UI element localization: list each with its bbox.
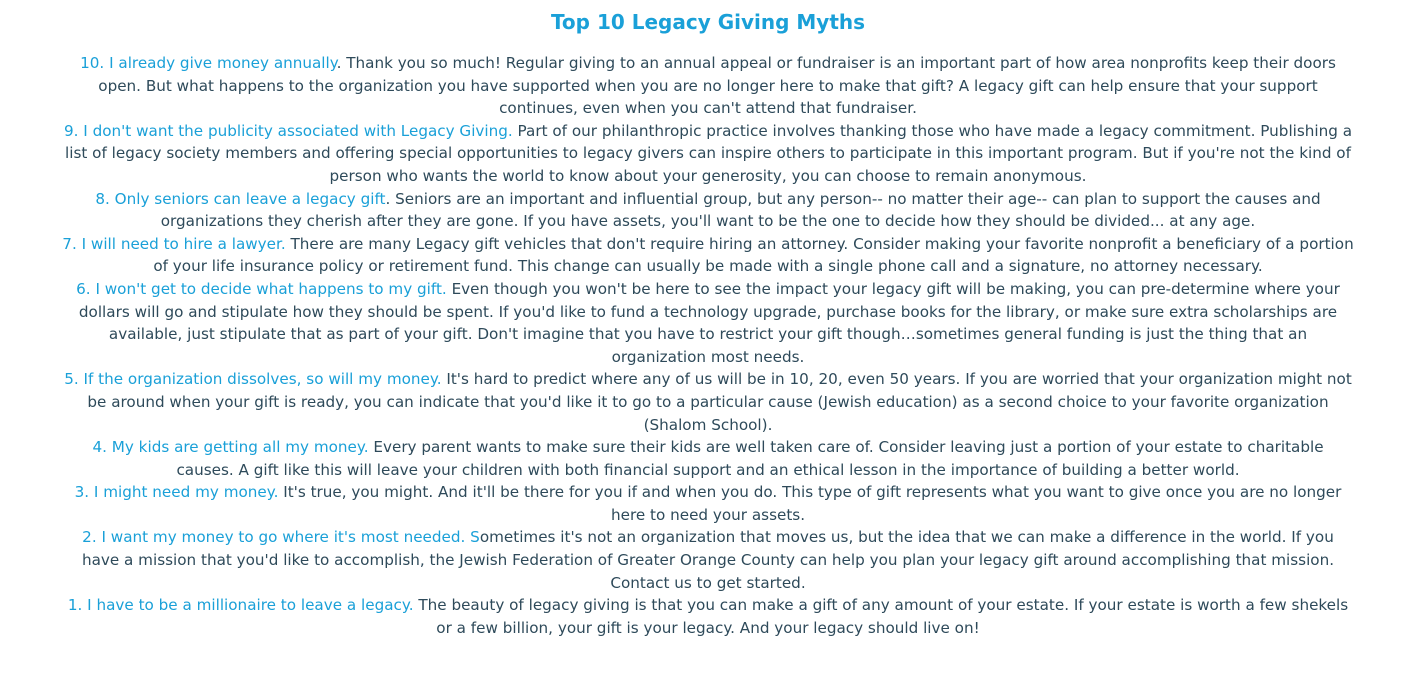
myth-answer: ometimes it's not an organization that moves us, but the idea that we can make a difference in the world. If you have a mission that you'd like to accomplish, the Jewish Federation of Greater Orange County can help you plan your legacy gift around accomplishing that mission. Contact us to get started. bbox=[81, 528, 1335, 592]
myth-item-2 bbox=[62, 526, 1354, 594]
myth-question: 4. My kids are getting all my money. bbox=[92, 438, 369, 457]
myth-question: 8. Only seniors can leave a legacy gift bbox=[95, 189, 386, 208]
myth-item-1 bbox=[62, 594, 1354, 639]
myth-question: 2. I want my money to go where it's most needed. S bbox=[82, 528, 480, 547]
myth-item-8 bbox=[62, 188, 1354, 233]
myth-question: 1. I have to be a millionaire to leave a legacy. bbox=[67, 596, 414, 615]
myth-answer: Every parent wants to make sure their kids are well taken care of. Consider leaving just a portion of your estate to charitable causes. A gift like this will leave your children with both financial support and an ethical lesson in the importance of building a better world. bbox=[176, 438, 1324, 479]
myth-item-10 bbox=[62, 52, 1354, 120]
myth-question: 7. I will need to hire a lawyer. bbox=[62, 234, 286, 253]
myth-question: 10. I already give money annually bbox=[80, 54, 337, 72]
myth-question: 9. I don't want the publicity associated with Legacy Giving. bbox=[63, 121, 513, 140]
myth-item-7 bbox=[62, 233, 1354, 278]
myth-answer: There are many Legacy gift vehicles that don't require hiring an attorney. Consider making your favorite nonprofit a beneficiary of a portion of your life insurance policy or retirement fund. This change can usually be made with a single phone call and a signature, no attorney necessary. bbox=[153, 234, 1354, 276]
myth-item-5 bbox=[62, 368, 1354, 436]
myth-item-9 bbox=[62, 120, 1354, 188]
myth-question: 5. If the organization dissolves, so will my money. bbox=[64, 370, 442, 389]
myth-item-3 bbox=[62, 481, 1354, 526]
myth-answer: The beauty of legacy giving is that you can make a gift of any amount of your estate. If your estate is worth a few shekels or a few billion, your gift is your legacy. And your legacy should live on! bbox=[413, 596, 1349, 637]
myth-item-4 bbox=[62, 436, 1354, 481]
myth-question: 6. I won't get to decide what happens to my gift. bbox=[76, 279, 447, 298]
myth-question: 3. I might need my money. bbox=[74, 483, 279, 502]
myth-item-6 bbox=[62, 278, 1354, 368]
myth-answer: . Thank you so much! Regular giving to an annual appeal or fundraiser is an important part of how area nonprofits keep their doors open. But what happens to the organization you have supported when you are no longer here to make that gift? A legacy gift can help ensure that your support continues, even when you can't attend that fundraiser. bbox=[98, 54, 1336, 118]
myth-answer: It's true, you might. And it'll be there for you if and when you do. This type of gift represents what you want to give once you are no longer here to need your assets. bbox=[278, 483, 1342, 524]
myth-answer: It's hard to predict where any of us will be in 10, 20, even 50 years. If you are worried that your organization might not be around when your gift is ready, you can indicate that you'd like it to go to a particular cause (Jewish education) as a second choice to your favorite organization (Shalom School). bbox=[87, 370, 1352, 434]
myth-answer: Even though you won't be here to see the impact your legacy gift will be making, you can pre-determine where your dollars will go and stipulate how they should be spent. If you'd like to fund a technology upgrade, purchase books for the library, or make sure extra scholarships are available, just stipulate that as part of your gift. Don't imagine that you have to restrict your gift though…sometimes general funding is just the thing that an organization most needs. bbox=[78, 279, 1340, 366]
myth-answer: Part of our philanthropic practice involves thanking those who have made a legacy commitment. Publishing a list of legacy society members and offering special opportunities to legacy givers can inspire others to participate in this important program. But if you're not the kind of person who wants the world to know about your generosity, you can choose to remain anonymous. bbox=[65, 121, 1353, 185]
page-title: Top 10 Legacy Giving Myths bbox=[550, 10, 866, 34]
myth-answer: . Seniors are an important and influential group, but any person-- no matter their age-- can plan to support the causes and organizations they cherish after they are gone. If you have assets, you'll want to be the one to decide how they should be divided... at any age. bbox=[160, 189, 1321, 231]
